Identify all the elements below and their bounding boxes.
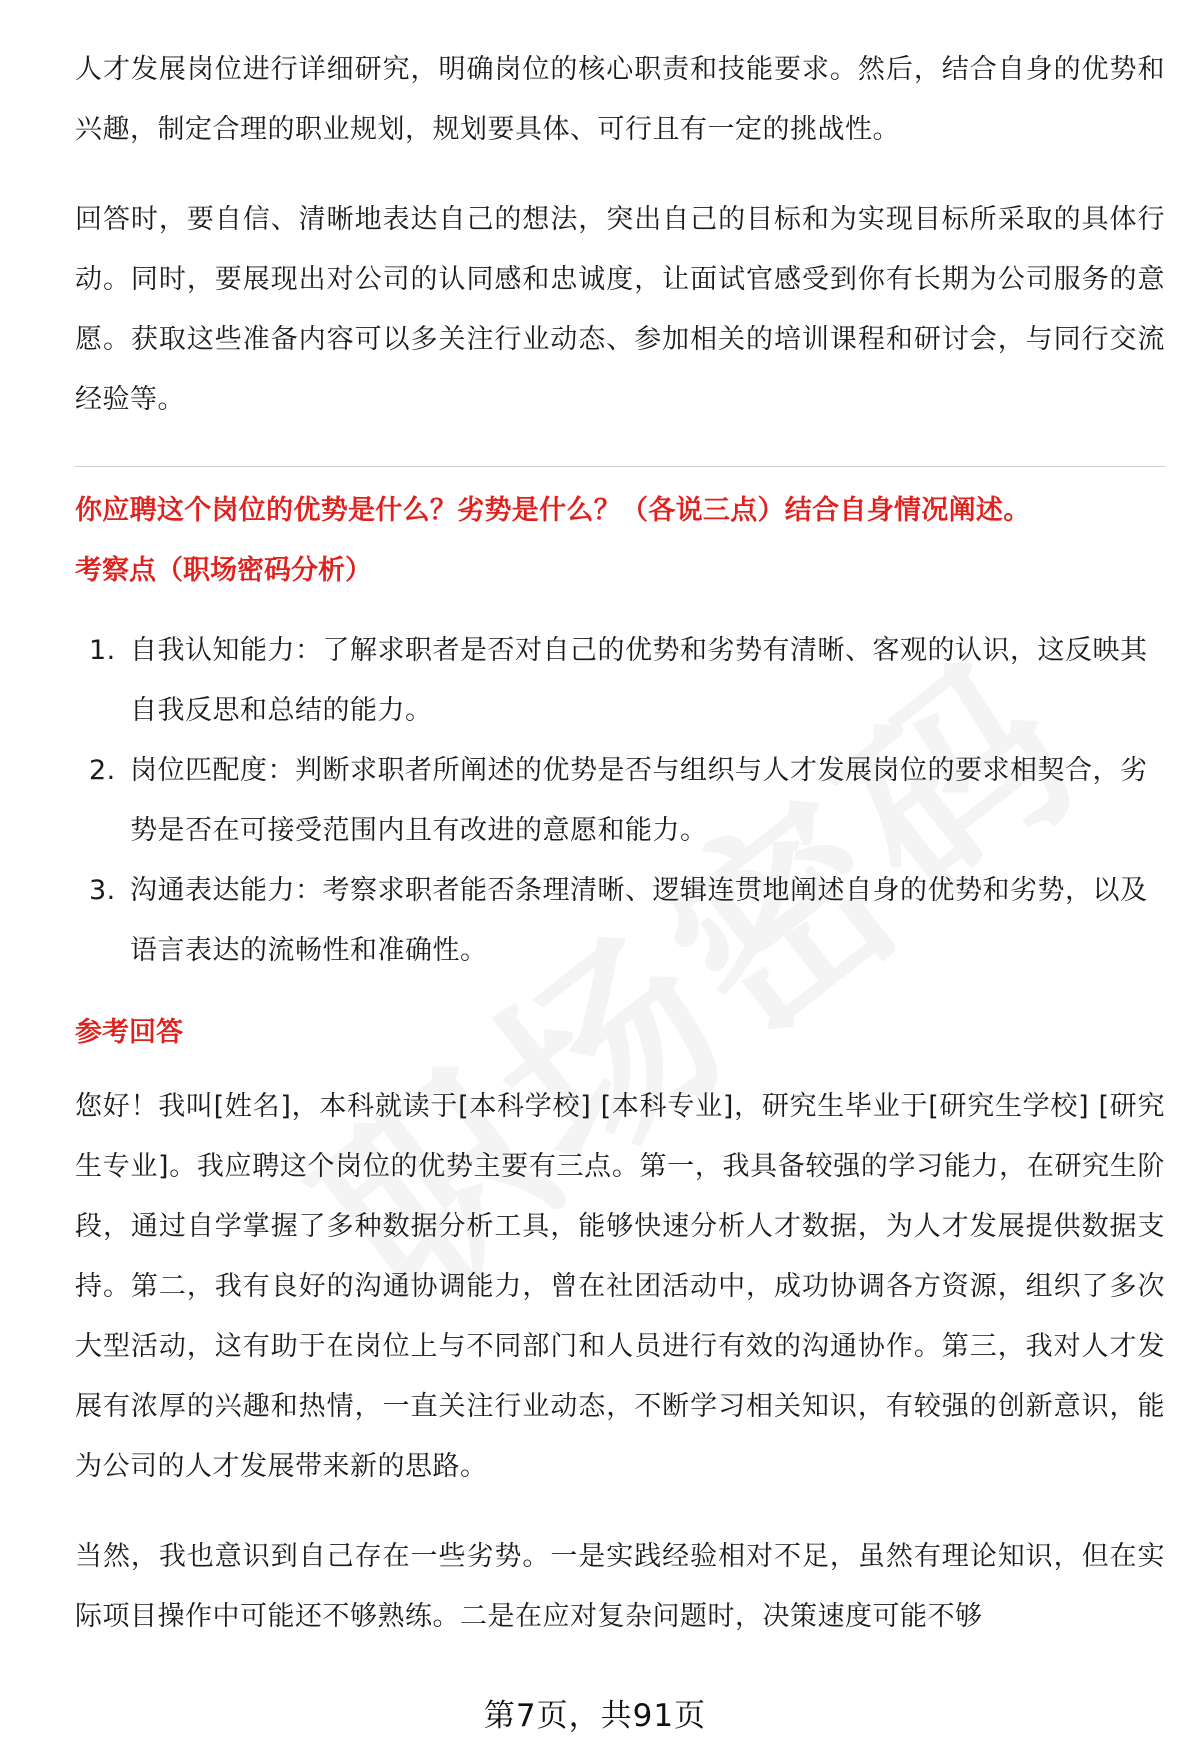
page-number-footer: 第7页，共91页 — [483, 1698, 707, 1734]
focus-point — [75, 741, 1165, 861]
answer-paragraph-2: 当然，我也意识到自己存在一些劣势。一是实践经验相对不足，虽然有理论知识，但在实际项目操作中可能还不够熟练。二是在应对复杂问题时，决策速度可能不够 — [75, 1541, 1165, 1632]
list-number: 1. — [89, 635, 116, 666]
focus-point-text: 沟通表达能力：考察求职者能否条理清晰、逻辑连贯地阐述自身的优势和劣势，以及语言表达的流畅性和准确性。 — [130, 875, 1148, 966]
list-number: 2. — [89, 755, 116, 786]
list-number: 3. — [89, 875, 116, 906]
focus-point — [75, 861, 1165, 981]
intro-paragraph-2: 回答时，要自信、清晰地表达自己的想法，突出自己的目标和为实现目标所采取的具体行动。同时，要展现出对公司的认同感和忠诚度，让面试官感受到你有长期为公司服务的意愿。获取这些准备内容可以多关注行业动态、参加相关的培训课程和研讨会，与同行交流经验等。 — [75, 204, 1165, 415]
focus-heading: 考察点（职场密码分析） — [75, 555, 372, 586]
intro-paragraph-1: 人才发展岗位进行详细研究，明确岗位的核心职责和技能要求。然后，结合自身的优势和兴趣，制定合理的职业规划，规划要具体、可行且有一定的挑战性。 — [75, 54, 1165, 145]
answer-paragraph-1: 您好！我叫[姓名]，本科就读于[本科学校] [本科专业]，研究生毕业于[研究生学校] [研究生专业]。我应聘这个岗位的优势主要有三点。第一，我具备较强的学习能力，在研究生阶段，通过自学掌握了多种数据分析工具，能够快速分析人才数据，为人才发展提供数据支持。第二，我有良好的沟通协调能力，曾在社团活动中，成功协调各方资源，组织了多次大型活动，这有助于在岗位上与不同部门和人员进行有效的沟通协作。第三，我对人才发展有浓厚的兴趣和热情，一直关注行业动态，不断学习相关知识，有较强的创新意识，能为公司的人才发展带来新的思路。 — [75, 1091, 1165, 1482]
page-content — [75, 40, 1165, 1647]
focus-point-text: 自我认知能力：了解求职者是否对自己的优势和劣势有清晰、客观的认识，这反映其自我反思和总结的能力。 — [130, 635, 1148, 726]
focus-point-text: 岗位匹配度：判断求职者所阐述的优势是否与组织与人才发展岗位的要求相契合，劣势是否在可接受范围内且有改进的意愿和能力。 — [130, 755, 1148, 846]
focus-point — [75, 621, 1165, 741]
section-divider — [75, 466, 1165, 467]
question-heading: 你应聘这个岗位的优势是什么？劣势是什么？（各说三点）结合自身情况阐述。 — [75, 495, 1031, 526]
focus-points-list — [75, 621, 1165, 981]
answer-heading: 参考回答 — [75, 1017, 183, 1048]
